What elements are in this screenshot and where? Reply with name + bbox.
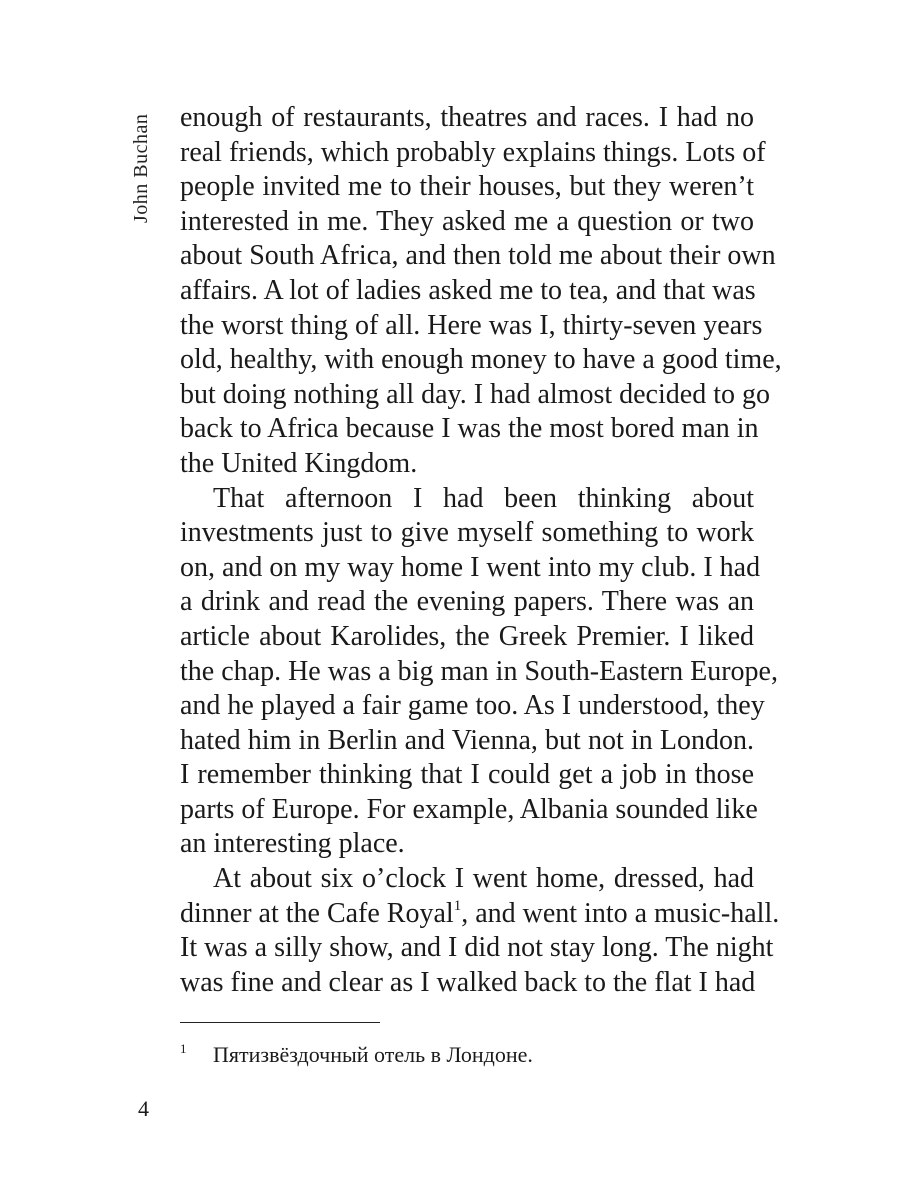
text-line: and he played a fair game too. As I understood, they [180, 690, 765, 722]
page-number: 4 [138, 1096, 149, 1121]
text-line: article about Karolides, the Greek Premier. I liked [180, 620, 754, 652]
text-line: It was a silly show, and I did not stay long. The night [180, 932, 774, 964]
paragraph-1 [180, 101, 782, 482]
text-line [180, 897, 780, 932]
footnote-divider [180, 1022, 380, 1023]
text-line: hated him in Berlin and Vienna, but not in London. [180, 724, 754, 756]
text-line: a drink and read the evening papers. There was an [180, 586, 754, 618]
footnote-text: Пятизвёздочный отель в Лондоне. [213, 1042, 533, 1067]
text-line: real friends, which probably explains things. Lots of [180, 136, 766, 168]
text-line: old, healthy, with enough money to have a good time, [180, 344, 782, 376]
text-line: the United Kingdom. [180, 447, 418, 479]
text-line: was fine and clear as I walked back to the flat I had [180, 966, 756, 998]
text-line: affairs. A lot of ladies asked me to tea, and that was [180, 274, 756, 306]
footnote: 1 Пятизвёздочный отель в Лондоне. [180, 1041, 533, 1067]
paragraph-2 [180, 482, 778, 863]
running-head-author: John Buchan [130, 113, 152, 223]
text-line: interested in me. They asked me a question or two [180, 205, 754, 237]
text-line: an interesting place. [180, 828, 405, 860]
text-line: parts of Europe. For example, Albania sounded like [180, 793, 758, 825]
text-line: investments just to give myself something to work [180, 517, 754, 549]
text-line: back to Africa because I was the most bored man in [180, 413, 759, 445]
text-line: I remember thinking that I could get a job in those [180, 759, 754, 791]
text-line: enough of restaurants, theatres and races. I had no [180, 102, 754, 133]
text-line: on, and on my way home I went into my club. I had [180, 551, 761, 583]
paragraph-3 [180, 862, 780, 1000]
text-line: about South Africa, and then told me about their own [180, 240, 776, 272]
text-line: the chap. He was a big man in South-Eastern Europe, [180, 655, 778, 687]
text-line-part: , and went into a music-hall. [461, 897, 780, 929]
text-line: At about six o’clock I went home, dressed, had [213, 863, 754, 895]
text-line: the worst thing of all. Here was I, thirty-seven years [180, 309, 763, 341]
text-line-part: dinner at the Cafe Royal [180, 897, 454, 929]
text-line: people invited me to their houses, but they weren’t [180, 171, 754, 203]
text-line: That afternoon I had been thinking about [213, 482, 754, 514]
footnote-reference: 1 [453, 897, 462, 914]
text-line: but doing nothing all day. I had almost decided to go [180, 378, 770, 410]
body-text [180, 101, 782, 1000]
